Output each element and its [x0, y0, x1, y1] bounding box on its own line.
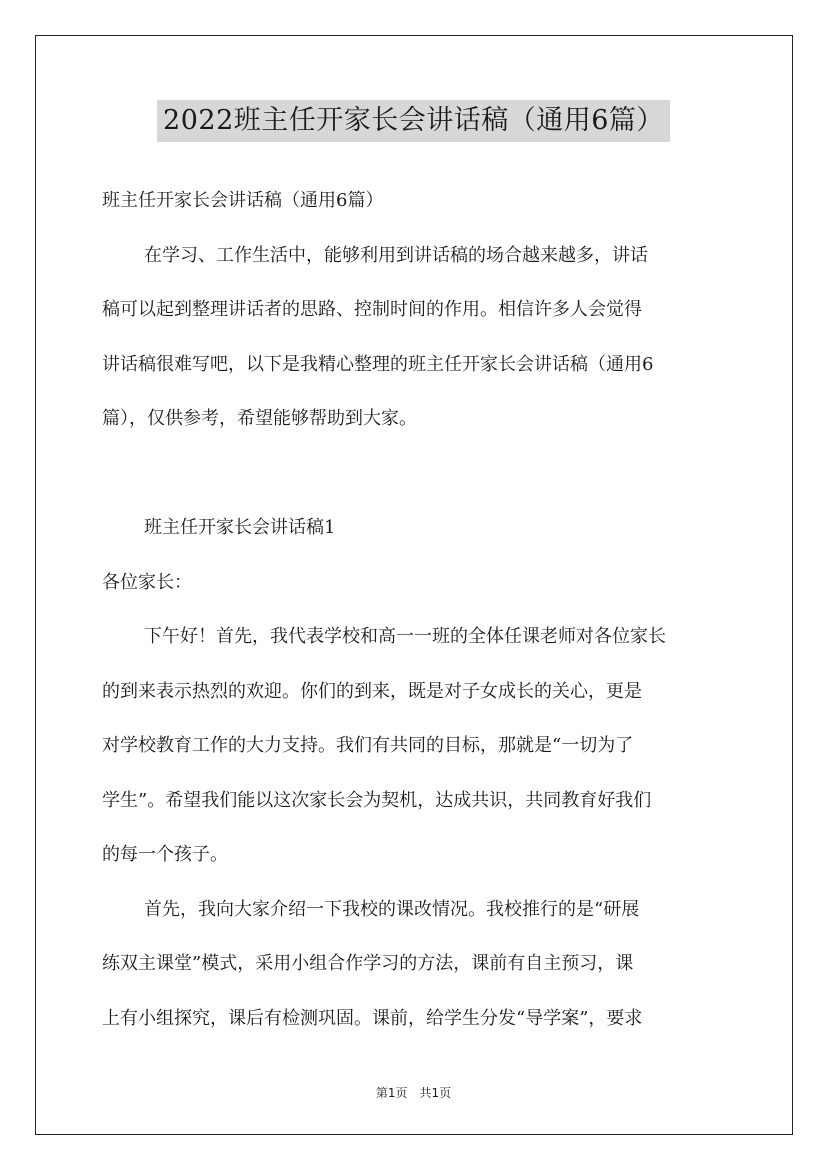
paragraph-line: 对学校教育工作的大力支持。我们有共同的目标，那就是“一切为了 [102, 735, 634, 756]
intro-line: 讲话稿很难写吧，以下是我精心整理的班主任开家长会讲话稿（通用6 [102, 353, 654, 375]
intro-line: 篇），仅供参考，希望能够帮助到大家。 [102, 408, 417, 429]
title-container [0, 100, 827, 142]
page-footer: 第1页 共1页 [375, 1086, 452, 1100]
intro-line: 稿可以起到整理讲话者的思路、控制时间的作用。相信许多人会觉得 [102, 299, 642, 320]
section-heading: 班主任开家长会讲话稿1 [144, 517, 336, 538]
paragraph-line: 的到来表示热烈的欢迎。你们的到来，既是对子女成长的关心，更是 [102, 680, 642, 702]
paragraph-line: 上有小组探究，课后有检测巩固。课前，给学生分发“导学案”，要求 [102, 1007, 643, 1029]
paragraph-line: 下午好！首先，我代表学校和高一一班的全体任课老师对各位家长 [144, 626, 666, 647]
paragraph-line: 练双主课堂”模式，采用小组合作学习的方法，课前有自主预习，课 [102, 953, 634, 974]
salutation: 各位家长： [102, 571, 192, 593]
paragraph-line: 首先，我向大家介绍一下我校的课改情况。我校推行的是“研展 [144, 898, 640, 920]
blank-line [102, 447, 726, 502]
paragraph-line: 学生”。希望我们能以这次家长会为契机，达成共识，共同教育好我们 [102, 789, 652, 811]
paragraph-line: 的每一个孩子。 [102, 844, 228, 865]
document-body [102, 174, 726, 1046]
subtitle: 班主任开家长会讲话稿（通用6篇） [102, 190, 384, 211]
document-title: 2022班主任开家长会讲话稿（通用6篇） [157, 100, 670, 142]
intro-line: 在学习、工作生活中，能够利用到讲话稿的场合越来越多，讲话 [144, 244, 648, 266]
